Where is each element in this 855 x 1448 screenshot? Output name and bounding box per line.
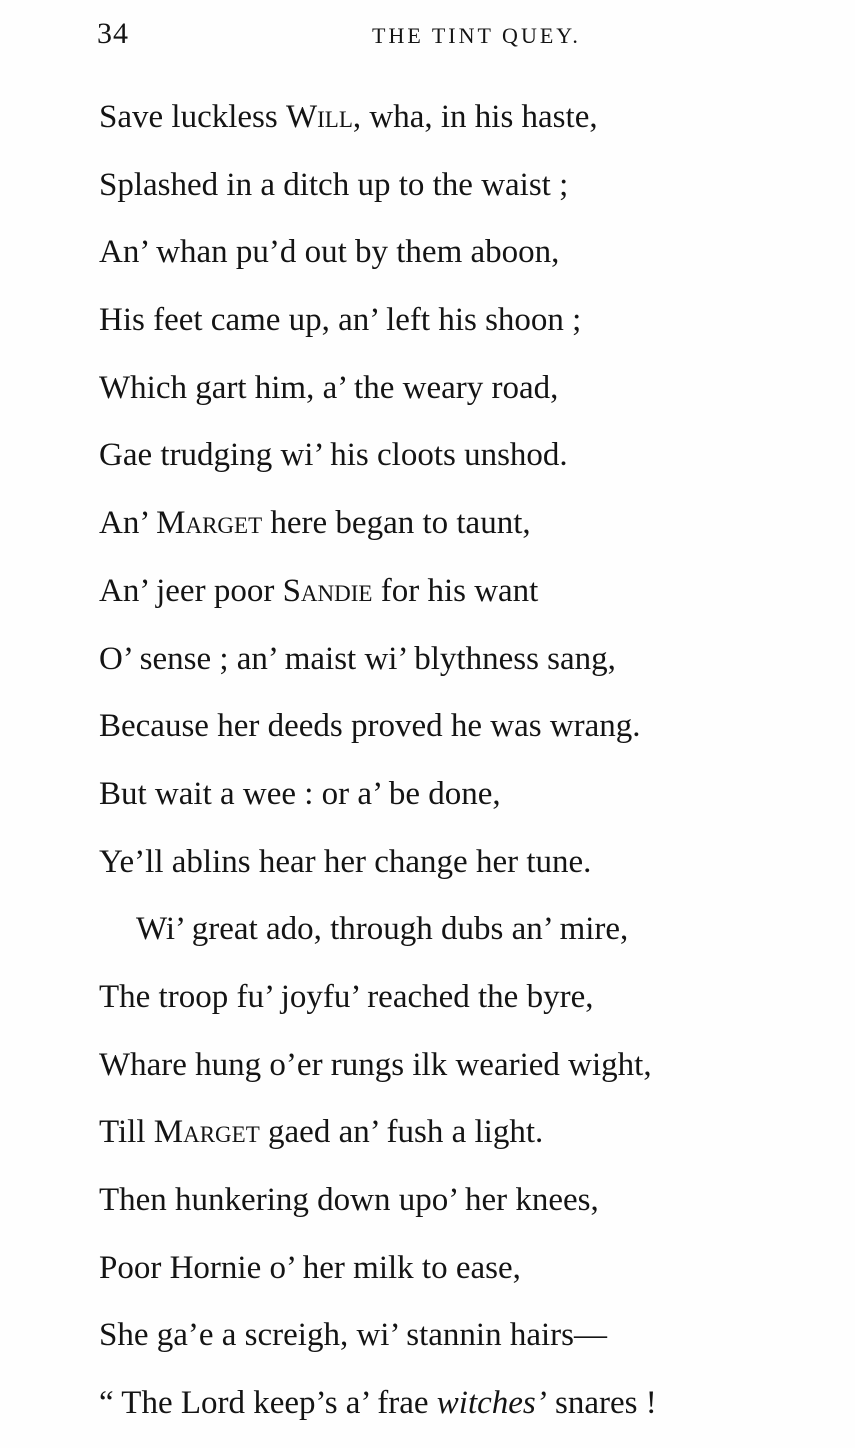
poem-verse [99, 84, 839, 1438]
line-text: She ga’e a screigh, wi’ stannin hairs— [99, 1317, 607, 1354]
poem-line [99, 1235, 839, 1303]
poem-line [99, 896, 839, 964]
line-text: An’ jeer poor [99, 572, 283, 609]
line-text: Because her deeds proved he was wrang. [99, 708, 641, 745]
poem-line [99, 152, 839, 220]
line-text: gaed an’ fush a light. [259, 1114, 544, 1151]
line-text: “ The Lord keep’s a’ frae [99, 1385, 437, 1422]
character-name: Sandie [282, 572, 373, 609]
line-text: O’ sense ; an’ maist wi’ blythness sang, [99, 640, 616, 677]
poem-line [99, 964, 839, 1032]
line-text: Whare hung o’er rungs ilk wearied wight, [99, 1046, 652, 1083]
line-text: But wait a wee : or a’ be done, [99, 775, 501, 812]
line-text: Then hunkering down upo’ her knees, [99, 1182, 599, 1218]
poem-line [99, 1099, 839, 1167]
poem-line [99, 693, 839, 761]
page-number: 34 [97, 17, 129, 50]
line-text: for his want [372, 572, 539, 609]
line-text: Save luckless [99, 99, 286, 135]
line-text: The troop fu’ joyfu’ reached the byre, [99, 978, 594, 1015]
line-text: Till [99, 1114, 154, 1151]
character-name: Will [285, 99, 353, 135]
poem-line [99, 422, 839, 490]
line-text: His feet came up, an’ left his shoon ; [99, 302, 582, 339]
poem-line [99, 219, 839, 287]
poem-line [99, 287, 839, 355]
poem-line [99, 355, 839, 423]
line-text: An’ [99, 505, 157, 542]
line-text: An’ whan pu’d out by them aboon, [99, 234, 560, 271]
emphasized-text: witches’ [436, 1385, 547, 1422]
character-name: Marget [156, 505, 263, 542]
poem-line [99, 761, 839, 829]
line-text: snares ! [546, 1385, 657, 1422]
poem-line [99, 626, 839, 694]
page-header [0, 14, 855, 54]
line-text: Wi’ great ado, through dubs an’ mire, [136, 911, 629, 948]
line-text: , wha, in his haste, [352, 99, 598, 135]
line-text: Splashed in a ditch up to the waist ; [99, 166, 569, 203]
line-text: here began to taunt, [262, 505, 531, 542]
poem-line [99, 84, 839, 152]
character-name: Marget [153, 1114, 260, 1151]
poem-line [99, 1370, 839, 1438]
line-text: Ye’ll ablins hear her change her tune. [99, 843, 592, 880]
poem-line [99, 1032, 839, 1100]
line-text: Poor Hornie o’ her milk to ease, [99, 1249, 521, 1286]
poem-line [99, 490, 839, 558]
running-title: THE TINT QUEY. [372, 23, 581, 48]
poem-line [99, 829, 839, 897]
poem-line [99, 1167, 839, 1235]
poem-line [99, 1302, 839, 1370]
poem-line [99, 558, 839, 626]
line-text: Gae trudging wi’ his cloots unshod. [99, 437, 568, 474]
line-text: Which gart him, a’ the weary road, [99, 369, 559, 406]
